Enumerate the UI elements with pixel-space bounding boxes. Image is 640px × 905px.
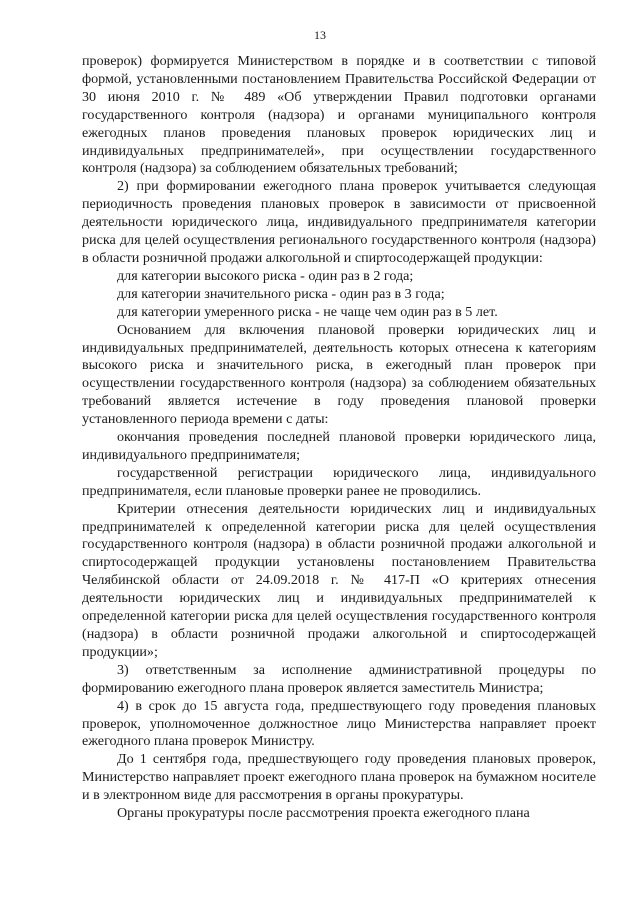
paragraph-item-2: 2) при формировании ежегодного плана проверок учитывается следующая периодичность проведения плановых проверок в зависимости от присвоенной деятельности юридического лица, индивидуального предпринимателя категории риска для целей осуществления регионального государственного контроля (надзора) в области розничной продажи алкогольной и спиртосодержащей продукции: [82,178,596,266]
page-number: 13 [314,28,326,42]
risk-moderate-line: для категории умеренного риска - не чаще чем один раз в 5 лет. [117,303,498,320]
paragraph-basis: Основанием для включения плановой проверки юридических лиц и индивидуальных предпринимателей, деятельность которых отнесена к категориям высокого риска и значительного риска, в ежегодный план проверок при осуществлении государственного контроля (надзора) за соблюдением обязательных требований является истечение в году проведения плановой проверки установленного периода времени с даты: [82,321,596,428]
document-body [82,53,596,823]
paragraph-item-3: 3) ответственным за исполнение административной процедуры по формированию ежегодного плана проверок является заместитель Министра; [82,661,596,696]
paragraph-continuation: проверок) формируется Министерством в порядке и в соответствии с типовой формой, установленными постановлением Правительства Российской Федерации от 30 июня 2010 г. № 489 «Об утверждении Правил подготовки органами государственного контроля (надзора) и органами муниципального контроля ежегодных планов проведения плановых проверок юридических лиц и индивидуальных предпринимателей», при осуществлении государственного контроля (надзора) за соблюдением обязательных требований; [82,53,596,177]
paragraph-item-4: 4) в срок до 15 августа года, предшествующего году проведения плановых проверок, уполномоченное должностное лицо Министерства направляет проект ежегодного плана проверок Министру. [82,697,596,750]
paragraph-september: До 1 сентября года, предшествующего году проведения плановых проверок, Министерство направляет проект ежегодного плана проверок на бумажном носителе и в электронном виде для рассмотрения в органы прокуратуры. [82,751,596,804]
risk-high-line: для категории высокого риска - один раз в 2 года; [117,267,414,284]
paragraph-criteria: Критерии отнесения деятельности юридических лиц и индивидуальных предпринимателей к определенной категории риска для целей осуществления государственного контроля (надзора) в области розничной продажи алкогольной и спиртосодержащей продукции установлены постановлением Правительства Челябинской области от 24.09.2018 г. № 417-П «О критериях отнесения деятельности юридических лиц и индивидуальных предпринимателей к определенной категории риска для целей осуществления государственного контроля (надзора) в области розничной продажи алкогольной и спиртосодержащей продукции»; [82,500,596,660]
paragraph-prosecution: Органы прокуратуры после рассмотрения проекта ежегодного плана [117,805,530,822]
risk-significant-line: для категории значительного риска - один раз в 3 года; [117,285,445,302]
paragraph-end-of-inspection: окончания проведения последней плановой проверки юридического лица, индивидуального предпринимателя; [82,429,596,463]
paragraph-registration: государственной регистрации юридического лица, индивидуального предпринимателя, если плановые проверки ранее не проводились. [82,464,596,499]
